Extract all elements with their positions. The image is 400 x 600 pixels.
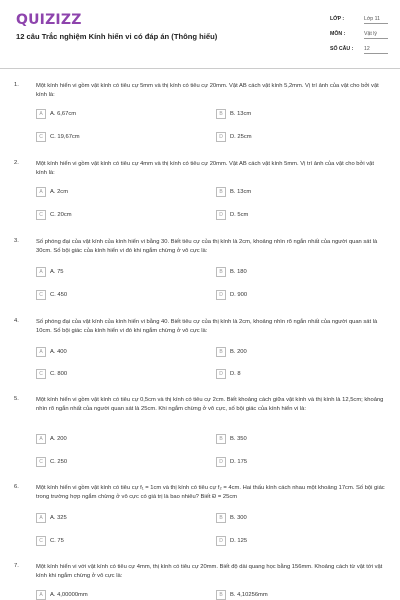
option-text: B. 13cm: [230, 111, 252, 117]
option-text: B. 300: [230, 515, 247, 521]
option-text: C. 75: [50, 538, 64, 544]
option-text: D. 125: [230, 538, 248, 544]
option-c[interactable]: [36, 536, 206, 546]
option-text: A. 400: [50, 349, 67, 355]
option-text: A. 325: [50, 515, 67, 521]
option-letter-box: B: [216, 513, 226, 523]
header-divider: [0, 68, 400, 69]
option-letter-box: C: [36, 132, 46, 142]
option-letter-box: A: [36, 267, 46, 277]
option-letter-box: D: [216, 536, 226, 546]
count-label: SỐ CÂU :: [330, 46, 354, 52]
option-letter-box: C: [36, 457, 46, 467]
option-letter-box: D: [216, 132, 226, 142]
option-a[interactable]: [36, 347, 206, 357]
subject-value: Vật lý: [364, 31, 388, 39]
option-b[interactable]: [216, 513, 386, 523]
question-text: Một kính hiển vi gồm vật kính có tiêu cự f₁ = 1cm và thị kính có tiêu cự f₂ = 4cm. Hai thấu kính cách nhau một khoảng 17cm. Số bội giác trong trường hợp ngắm chừng ở vô cực có giá trị là bao nhiêu? Biết Đ = 25cm: [36, 485, 385, 500]
option-text: D. 900: [230, 292, 248, 298]
option-letter-box: A: [36, 187, 46, 197]
option-letter-box: A: [36, 434, 46, 444]
option-a[interactable]: [36, 187, 206, 197]
option-d[interactable]: [216, 210, 386, 220]
option-a[interactable]: [36, 434, 206, 444]
question-number: 2.: [14, 160, 19, 166]
question-text: Một kính hiển vi với vật kính có tiêu cự 4mm, thị kính có tiêu cự 20mm. Biết độ dài quang học bằng 156mm. Khoảng cách từ vật tới vật kính khi ngắm chừng ở vô cực là:: [36, 564, 383, 579]
question-number: 7.: [14, 563, 19, 569]
option-letter-box: C: [36, 290, 46, 300]
option-b[interactable]: [216, 109, 386, 119]
option-b[interactable]: [216, 434, 386, 444]
option-d[interactable]: [216, 132, 386, 142]
question-text: Số phóng đại của vật kính của kính hiển vi bằng 30. Biết tiêu cự của thị kính là 2cm, khoảng nhìn rõ ngắn nhất của người quan sát là 30cm. Số bội giác của kính hiển vi đó khi ngắm chừng ở vô cực là:: [36, 239, 378, 254]
option-letter-box: A: [36, 513, 46, 523]
option-letter-box: B: [216, 347, 226, 357]
option-text: B. 13cm: [230, 189, 252, 195]
option-text: D. 8: [230, 371, 241, 377]
option-text: C. 20cm: [50, 212, 72, 218]
option-text: D. 5cm: [230, 212, 249, 218]
option-letter-box: A: [36, 347, 46, 357]
quizizz-logo: QUIZIZZ: [16, 12, 82, 28]
page-title: 12 câu Trắc nghiệm Kính hiển vi có đáp án (Thông hiểu): [16, 32, 218, 41]
option-text: A. 2cm: [50, 189, 69, 195]
question-number: 5.: [14, 396, 19, 402]
subject-label: MÔN :: [330, 31, 346, 37]
option-a[interactable]: [36, 513, 206, 523]
option-letter-box: C: [36, 536, 46, 546]
option-text: B. 200: [230, 349, 247, 355]
option-letter-box: B: [216, 187, 226, 197]
option-text: A. 200: [50, 436, 67, 442]
option-b[interactable]: [216, 267, 386, 277]
option-text: B. 180: [230, 269, 247, 275]
class-value: Lớp 11: [364, 16, 388, 24]
option-letter-box: C: [36, 369, 46, 379]
count-value: 12: [364, 46, 388, 54]
option-letter-box: A: [36, 109, 46, 119]
question-number: 6.: [14, 484, 19, 490]
option-d[interactable]: [216, 290, 386, 300]
option-letter-box: D: [216, 210, 226, 220]
option-d[interactable]: [216, 536, 386, 546]
question-text: Một kính hiển vi gồm vật kính có tiêu cự 0,5cm và thị kính có tiêu cự 2cm. Biết khoảng cách giữa vật kính và thị kính là 12,5cm; khoảng nhìn rõ ngắn nhất của người quan sát là 25cm. Khi ngắm chừng ở vô cực, số bội giác của kính hiển vi là:: [36, 397, 384, 412]
option-letter-box: D: [216, 290, 226, 300]
question-text: Một kính hiển vi gồm vật kính có tiêu cự 5mm và thị kính có tiêu cự 20mm. Vật AB cách vật kính 5,2mm. Vị trí ảnh của vật cho bởi vật kính là:: [36, 83, 379, 98]
option-d[interactable]: [216, 369, 386, 379]
option-letter-box: B: [216, 590, 226, 600]
option-c[interactable]: [36, 210, 206, 220]
option-c[interactable]: [36, 369, 206, 379]
option-a[interactable]: [36, 267, 206, 277]
option-text: A. 4,00000mm: [50, 592, 88, 598]
option-a[interactable]: [36, 590, 206, 600]
option-text: D. 25cm: [230, 134, 252, 140]
question-text: Số phóng đại của vật kính của kính hiển vi bằng 40. Biết tiêu cự của thị kính là 2cm, khoảng nhìn rõ ngắn nhất của người quan sát là 10cm. Số bội giác của kính hiển vi đó khi ngắm chừng ở vô cực là:: [36, 319, 378, 334]
option-letter-box: A: [36, 590, 46, 600]
option-c[interactable]: [36, 132, 206, 142]
class-label: LỚP :: [330, 16, 345, 22]
option-b[interactable]: [216, 590, 386, 600]
option-letter-box: B: [216, 109, 226, 119]
option-text: C. 19,67cm: [50, 134, 80, 140]
option-letter-box: C: [36, 210, 46, 220]
question-text: Một kính hiển vi gồm vật kính có tiêu cự 4mm và thị kính có tiêu cự 20mm. Vật AB cách vật kính 5mm. Vị trí ảnh của vật cho bởi vật kính là:: [36, 161, 374, 176]
option-text: C. 800: [50, 371, 68, 377]
option-text: C. 450: [50, 292, 68, 298]
option-text: A. 75: [50, 269, 64, 275]
question-number: 4.: [14, 318, 19, 324]
option-b[interactable]: [216, 347, 386, 357]
option-text: A. 6,67cm: [50, 111, 77, 117]
option-letter-box: B: [216, 434, 226, 444]
question-number: 1.: [14, 82, 19, 88]
question-number: 3.: [14, 238, 19, 244]
option-letter-box: D: [216, 457, 226, 467]
option-text: D. 175: [230, 459, 248, 465]
option-d[interactable]: [216, 457, 386, 467]
option-text: C. 250: [50, 459, 68, 465]
option-a[interactable]: [36, 109, 206, 119]
option-text: B. 350: [230, 436, 247, 442]
option-c[interactable]: [36, 457, 206, 467]
option-c[interactable]: [36, 290, 206, 300]
worksheet-header: [0, 0, 400, 65]
option-text: B. 4,10256mm: [230, 592, 268, 598]
option-letter-box: B: [216, 267, 226, 277]
option-letter-box: D: [216, 369, 226, 379]
option-b[interactable]: [216, 187, 386, 197]
